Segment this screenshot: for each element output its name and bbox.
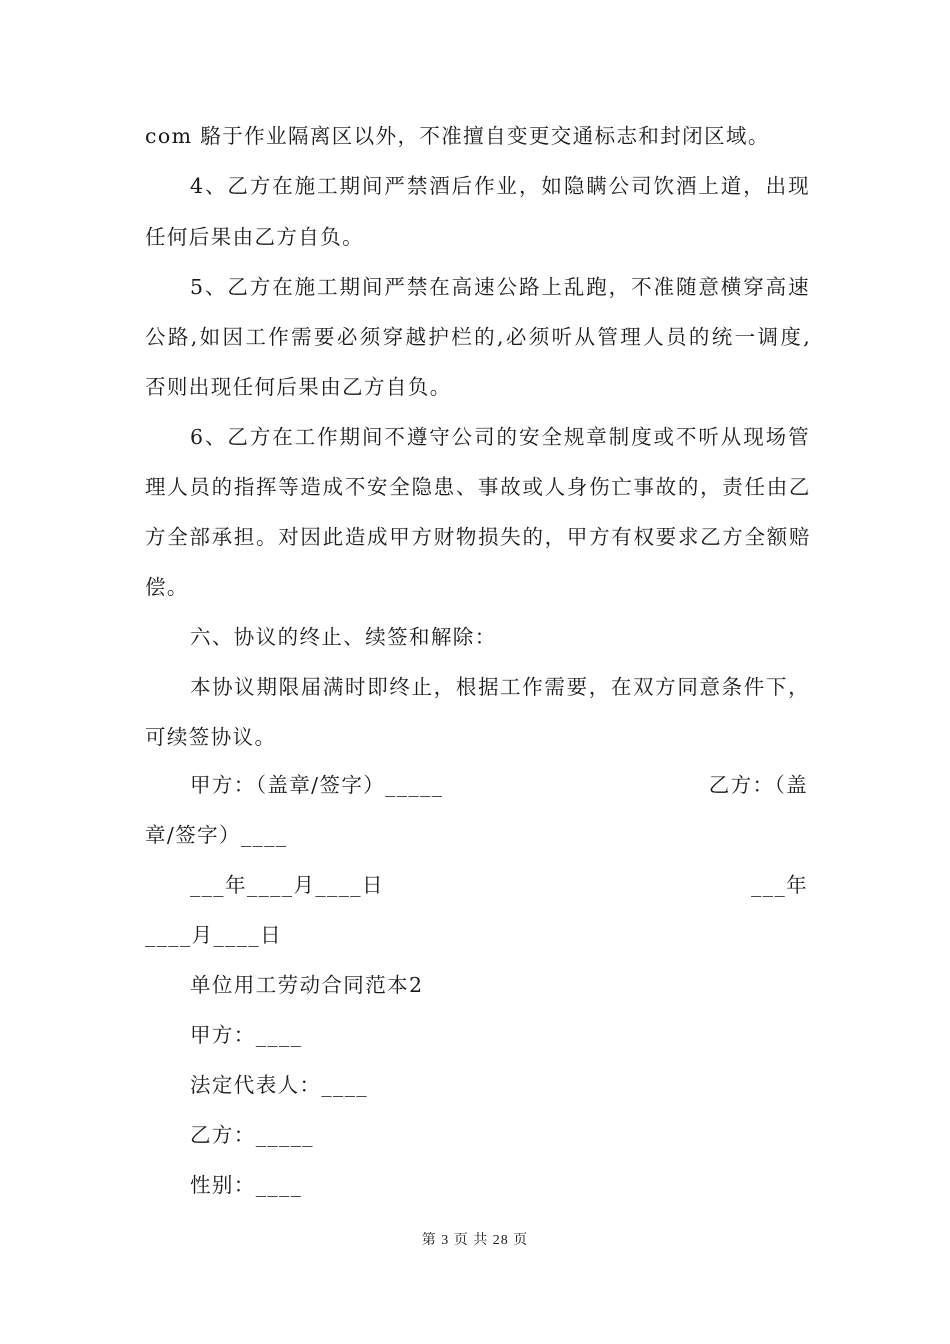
paragraph-line: com 駱于作业隔离区以外，不准擅自变更交通标志和封闭区域。: [145, 124, 770, 148]
page-footer: 第 3 页 共 28 页: [421, 1233, 529, 1248]
clause-4-line-1: 4、乙方在施工期间严禁酒后作业，如隐瞒公司饮酒上道，出现: [190, 174, 810, 198]
contract-2-legal-rep: 法定代表人：____: [190, 1073, 368, 1097]
party-b-signature-start: 乙方：（盖: [708, 773, 808, 797]
termination-line-2: 可续签协议。: [145, 725, 277, 749]
party-a-date: ___年____月____日: [190, 873, 384, 897]
clause-6-line-4: 偿。: [145, 575, 189, 599]
clause-5-line-3: 否则出现任何后果由乙方自负。: [145, 375, 452, 399]
party-b-date-end: ____月____日: [145, 923, 282, 947]
clause-5-line-1: 5、乙方在施工期间严禁在高速公路上乱跑，不准随意横穿高速: [190, 275, 810, 299]
clause-6-line-2: 理人员的指挥等造成不安全隐患、事故或人身伤亡事故的，责任由乙: [145, 475, 810, 499]
party-b-signature-end: 章/签字）____: [145, 823, 288, 847]
clause-6-line-3: 方全部承担。对因此造成甲方财物损失的，甲方有权要求乙方全额赔: [145, 525, 810, 549]
clause-4-line-2: 任何后果由乙方自负。: [145, 225, 364, 249]
clause-5-line-2: 公路,如因工作需要必须穿越护栏的,必须听从管理人员的统一调度,: [145, 325, 810, 349]
termination-line-1: 本协议期限届满时即终止，根据工作需要，在双方同意条件下，: [190, 675, 810, 699]
contract-2-party-a: 甲方：____: [190, 1023, 303, 1047]
contract-2-gender: 性别：____: [190, 1173, 303, 1197]
contract-2-title: 单位用工劳动合同范本2: [190, 973, 424, 997]
section-heading: 六、协议的终止、续签和解除：: [190, 625, 497, 649]
party-b-date-start: ___年: [751, 873, 808, 897]
clause-6-line-1: 6、乙方在工作期间不遵守公司的安全规章制度或不听从现场管: [190, 425, 810, 449]
contract-2-party-b: 乙方：_____: [190, 1123, 314, 1147]
party-a-signature: 甲方：（盖章/签字）_____: [190, 773, 444, 797]
